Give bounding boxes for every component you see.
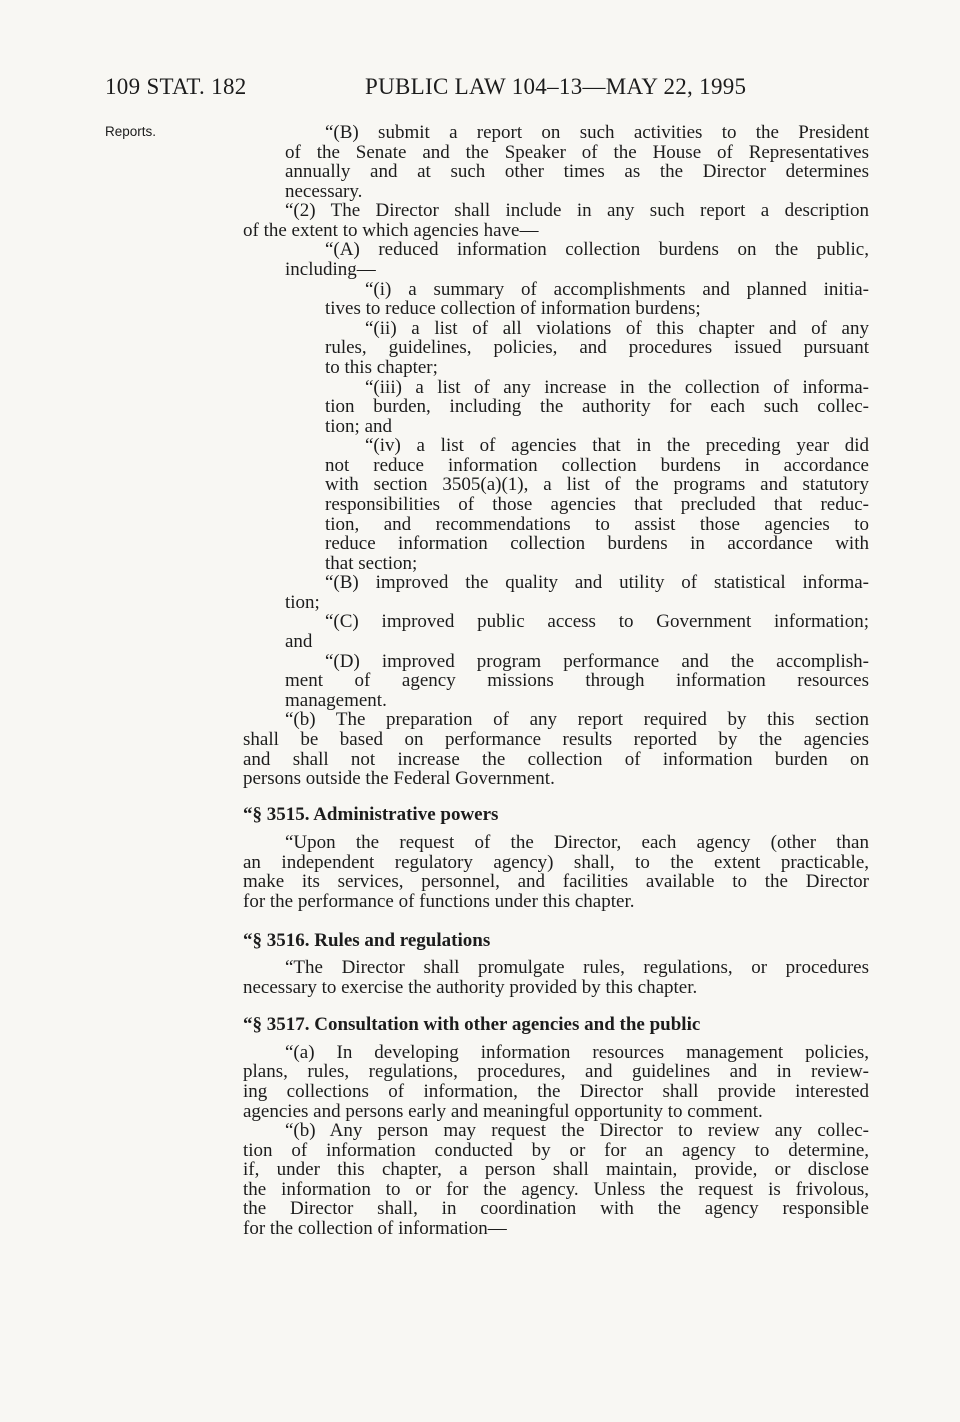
text-line: tives to reduce collection of information burdens; — [325, 298, 701, 320]
text-line: “(b) The preparation of any report required by this section — [285, 709, 869, 731]
text-line: with section 3505(a)(1), a list of the programs and statutory — [325, 474, 869, 496]
paragraph — [243, 280, 869, 319]
section-heading: “§ 3515. Administrative powers — [243, 803, 499, 825]
text-line: “(B) improved the quality and utility of statistical informa- — [325, 572, 869, 594]
text-line: shall be based on performance results reported by the agencies — [243, 728, 869, 750]
text-line: for the collection of information— — [243, 1218, 507, 1240]
text-line: reduce information collection burdens in accordance with — [325, 533, 869, 555]
text-line: the Director shall, in coordination with the agency responsible — [243, 1198, 869, 1220]
text-line: “(b) Any person may request the Director to review any collec- — [285, 1120, 869, 1142]
text-line: not reduce information collection burdens in accordance — [325, 454, 869, 476]
text-line: that section; — [325, 552, 418, 574]
paragraph — [243, 1043, 869, 1121]
text-line: make its services, personnel, and facilities available to the Director — [243, 871, 869, 893]
paragraph — [243, 573, 869, 612]
text-line: if, under this chapter, a person shall maintain, provide, or disclose — [243, 1159, 869, 1181]
text-line: “(B) submit a report on such activities to the President — [325, 122, 869, 143]
text-line: persons outside the Federal Government. — [243, 768, 555, 790]
paragraph — [243, 612, 869, 651]
text-line: necessary. — [285, 180, 363, 202]
text-line: “The Director shall promulgate rules, regulations, or procedures — [285, 957, 869, 979]
text-line: an independent regulatory agency) shall, to the extent practicable, — [243, 851, 869, 873]
text-line: to this chapter; — [325, 356, 438, 378]
text-line: tion of information conducted by or for an agency to determine, — [243, 1139, 869, 1161]
page-number: 109 STAT. 182 — [105, 74, 247, 99]
text-line: “(C) improved public access to Government information; — [325, 611, 869, 633]
paragraph — [243, 1121, 869, 1238]
paragraph — [243, 123, 869, 201]
text-line: responsibilities of those agencies that precluded that reduc- — [325, 493, 869, 515]
text-line: “(a) In developing information resources management policies, — [285, 1041, 869, 1063]
margin-note: Reports. — [105, 124, 157, 139]
text-line: tion burden, including the authority for each such collec- — [325, 396, 869, 418]
text-line: the information to or for the agency. Unless the request is frivolous, — [243, 1178, 869, 1200]
paragraph — [243, 240, 869, 279]
text-line: “(A) reduced information collection burdens on the public, — [325, 239, 869, 261]
text-line: necessary to exercise the authority provided by this chapter. — [243, 976, 698, 998]
text-line: “(ii) a list of all violations of this chapter and of any — [365, 317, 869, 339]
text-line: ing collections of information, the Director shall provide interested — [243, 1081, 869, 1103]
paragraph — [243, 436, 869, 573]
text-line: and shall not increase the collection of information burden on — [243, 748, 869, 770]
text-line: “(iii) a list of any increase in the collection of informa- — [365, 376, 869, 398]
text-line: “(2) The Director shall include in any such report a description — [285, 200, 869, 222]
statute-body — [243, 123, 869, 1239]
paragraph — [243, 652, 869, 711]
text-line: “(iv) a list of agencies that in the preceding year did — [365, 435, 869, 457]
text-line: tion, and recommendations to assist those agencies to — [325, 513, 869, 535]
paragraph — [243, 319, 869, 378]
section-heading: “§ 3517. Consultation with other agencies and the public — [243, 1014, 701, 1036]
text-line: rules, guidelines, policies, and procedures issued pursuant — [325, 337, 869, 359]
text-line: plans, rules, regulations, procedures, and guidelines and in review- — [243, 1061, 869, 1083]
text-line: tion; and — [325, 415, 393, 437]
section-heading: “§ 3516. Rules and regulations — [243, 929, 491, 951]
text-line: “(i) a summary of accomplishments and planned initia- — [365, 278, 869, 300]
text-line: tion; — [285, 591, 320, 613]
text-line: and — [285, 631, 313, 653]
text-line: management. — [285, 689, 387, 711]
text-line: of the extent to which agencies have— — [243, 219, 539, 241]
text-line: of the Senate and the Speaker of the House of Representatives — [285, 141, 869, 163]
paragraph — [243, 201, 869, 240]
paragraph — [243, 958, 869, 997]
paragraph — [243, 833, 869, 911]
paragraph — [243, 378, 869, 437]
paragraph — [243, 710, 869, 788]
text-line: for the performance of functions under this chapter. — [243, 890, 635, 912]
text-line: ment of agency missions through information resources — [285, 670, 869, 692]
text-line: “(D) improved program performance and the accomplish- — [325, 650, 869, 672]
text-line: “Upon the request of the Director, each agency (other than — [285, 832, 869, 854]
text-line: annually and at such other times as the Director determines — [285, 161, 869, 183]
running-header: PUBLIC LAW 104–13—MAY 22, 1995 — [365, 74, 747, 99]
text-line: agencies and persons early and meaningful opportunity to comment. — [243, 1100, 763, 1122]
text-line: including— — [285, 259, 376, 281]
